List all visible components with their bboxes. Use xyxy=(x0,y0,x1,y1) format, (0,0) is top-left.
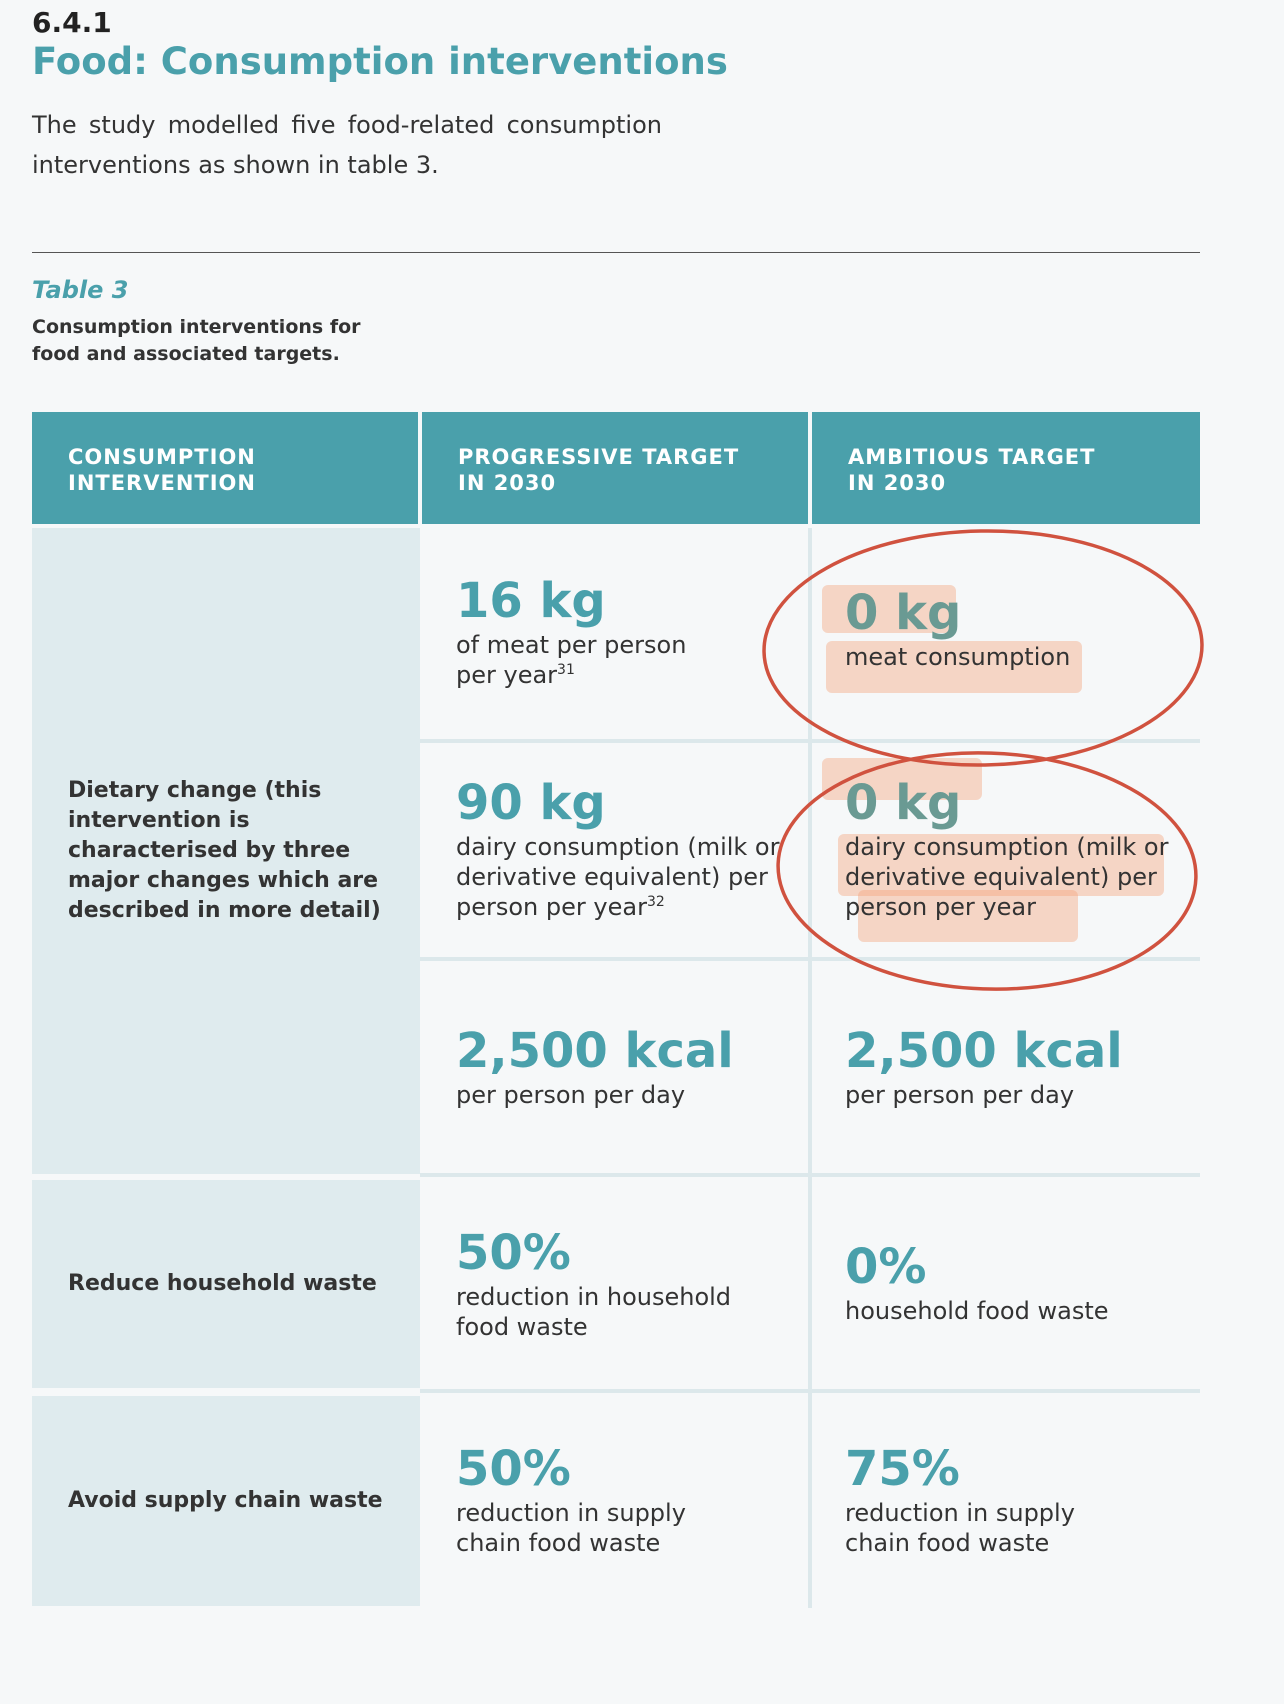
progressive-household-waste-target xyxy=(456,1224,786,1342)
target-description: reduction in supply chain food waste xyxy=(456,1499,686,1557)
target-value: 0% xyxy=(845,1239,927,1295)
target-value: 2,500 kcal xyxy=(845,1023,1123,1079)
header-consumption-intervention xyxy=(32,412,418,524)
section-title: Food: Consumption interventions xyxy=(32,40,728,83)
target-value: 0 kg xyxy=(845,585,962,641)
header-line: INTERVENTION xyxy=(68,471,256,495)
row-divider xyxy=(420,1173,1200,1177)
ambitious-kcal-target xyxy=(845,1022,1175,1110)
table-caption: Consumption interventions for food and associated targets. xyxy=(32,316,361,365)
header-ambitious-target xyxy=(812,412,1200,524)
intervention-supply-chain-waste xyxy=(32,1396,420,1606)
header-progressive-target xyxy=(422,412,808,524)
target-value: 50% xyxy=(456,1441,571,1497)
target-description: dairy consumption (milk or derivative equivalent) per person per year$^{32}$ xyxy=(456,833,780,921)
target-value: 90 kg xyxy=(456,775,606,831)
target-description: dairy consumption (milk or derivative equivalent) per person per year xyxy=(845,833,1169,921)
intervention-dietary-change xyxy=(32,528,420,1174)
intervention-household-waste xyxy=(32,1180,420,1388)
ambitious-household-waste-target xyxy=(845,1238,1175,1326)
header-line: IN 2030 xyxy=(458,471,557,495)
target-value: 2,500 kcal xyxy=(456,1023,734,1079)
footnote-ref: 31 xyxy=(557,662,575,678)
target-description: per person per day xyxy=(456,1081,686,1109)
intervention-label: Avoid supply chain waste xyxy=(68,1488,383,1513)
ambitious-dairy-target xyxy=(845,774,1190,922)
intro-paragraph: The study modelled five food-related consumption interventions as shown in table 3. xyxy=(32,111,662,179)
header-line: PROGRESSIVE TARGET xyxy=(458,445,740,469)
ambitious-meat-target xyxy=(845,584,1175,672)
target-value: 16 kg xyxy=(456,573,606,629)
progressive-meat-target xyxy=(456,572,786,690)
row-divider xyxy=(420,739,1200,743)
target-description: reduction in supply chain food waste xyxy=(845,1499,1075,1557)
target-description: of meat per person per year$^{31}$ xyxy=(456,631,687,689)
header-line: AMBITIOUS TARGET xyxy=(848,445,1096,469)
footnote-ref: 32 xyxy=(646,894,665,910)
intervention-label: Reduce household waste xyxy=(68,1271,377,1296)
target-description: meat consumption xyxy=(845,643,1071,671)
header-line: CONSUMPTION xyxy=(68,445,256,469)
section-number: 6.4.1 xyxy=(32,6,112,39)
target-value: 0 kg xyxy=(845,775,962,831)
target-description: reduction in household food waste xyxy=(456,1283,732,1341)
target-value: 75% xyxy=(845,1441,960,1497)
intervention-label: Dietary change (this intervention is characterised by three major changes which are described in more detail) xyxy=(68,778,381,923)
column-divider xyxy=(808,528,812,1608)
progressive-kcal-target xyxy=(456,1022,786,1110)
row-divider xyxy=(420,1389,1200,1393)
target-description: household food waste xyxy=(845,1297,1109,1325)
target-value: 50% xyxy=(456,1225,571,1281)
progressive-supply-chain-target xyxy=(456,1440,786,1558)
row-divider xyxy=(420,957,1200,961)
target-description: per person per day xyxy=(845,1081,1075,1109)
header-line: IN 2030 xyxy=(848,471,947,495)
divider xyxy=(32,252,1200,253)
progressive-dairy-target xyxy=(456,774,801,922)
ambitious-supply-chain-target xyxy=(845,1440,1175,1558)
table-label: Table 3 xyxy=(32,276,129,304)
